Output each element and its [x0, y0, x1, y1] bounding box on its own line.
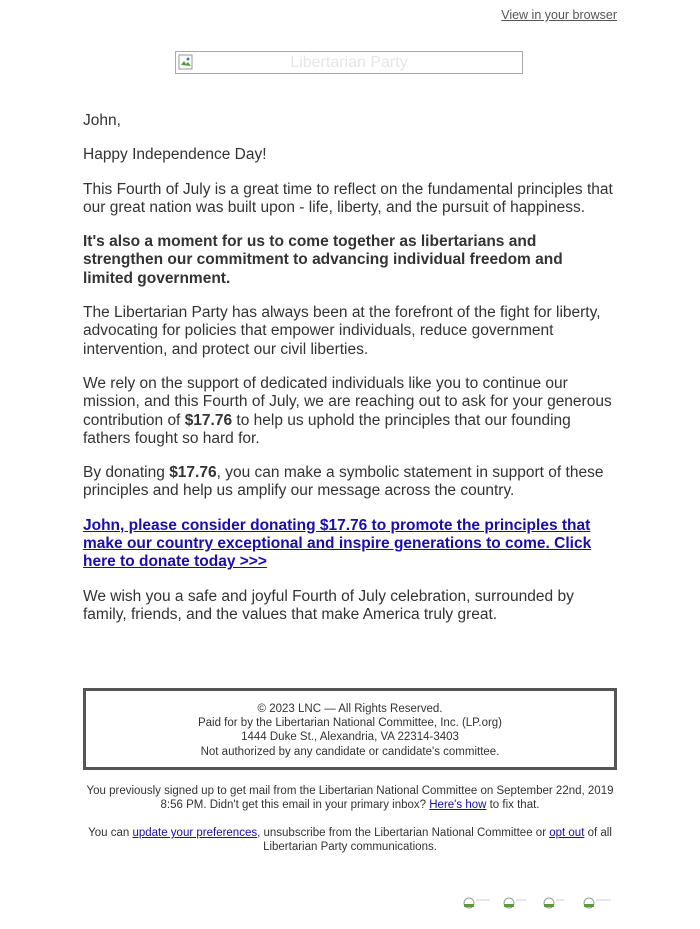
pref-before: You can [88, 827, 133, 839]
p4-after: to help us uphold the principles that our founding fathers fought so hard for. [83, 411, 571, 447]
pref-after: of all Libertarian Party communications. [263, 827, 612, 854]
paragraph-4 [83, 375, 613, 448]
paragraph-3: The Libertarian Party has always been at the forefront of the fight for liberty, advocating for policies that empower individuals, reduce government intervention, and protect our civil liberties. [83, 304, 601, 358]
preferences-notice [83, 826, 617, 854]
paid-for: Paid for by the Libertarian National Committee, Inc. (LP.org) [197, 717, 503, 730]
cta-paragraph [83, 517, 613, 572]
social-icon-4[interactable] [582, 893, 612, 911]
opt-out-link[interactable]: opt out [549, 827, 585, 839]
signup-text: You previously signed up to get mail from the Libertarian National Committee on September 22nd, 2019 8:56 PM. Didn't get this email in your primary inbox? [86, 785, 614, 812]
social-icon-3[interactable] [542, 893, 572, 911]
social-icons [462, 893, 612, 911]
logo-image[interactable] [175, 51, 523, 74]
pref-middle: , unsubscribe from the Libertarian National Committee or [257, 827, 550, 839]
greeting: John, [83, 112, 121, 129]
donate-cta-link[interactable]: John, please consider donating $17.76 to promote the principles that make our country exceptional and inspire generations to come. Click here to donate today >>> [83, 516, 592, 571]
paragraph-2-bold: It's also a moment for us to come together as libertarians and strengthen our commitment to advancing individual freedom and limited government. [83, 233, 563, 287]
signup-notice [83, 784, 617, 812]
holiday-line: Happy Independence Day! [83, 146, 267, 164]
footer-box [83, 688, 617, 770]
top-bar [501, 8, 617, 22]
view-in-browser-link[interactable]: View in your browser [501, 8, 617, 22]
closing-paragraph: We wish you a safe and joyful Fourth of July celebration, surrounded by family, friends, and the values that make America truly great. [83, 587, 574, 623]
social-icon-1[interactable] [462, 893, 492, 911]
copyright: © 2023 LNC — All Rights Reserved. [257, 703, 443, 715]
paragraph-1: This Fourth of July is a great time to reflect on the fundamental principles that our great nation was built upon - life, liberty, and the pursuit of happiness. [83, 180, 613, 216]
p4-amount: $17.76 [184, 411, 233, 429]
disclaimer: Not authorized by any candidate or candidate's committee. [200, 745, 500, 758]
heres-how-link[interactable]: Here's how [429, 799, 487, 812]
p4-before: We rely on the support of dedicated individuals like you to continue our mission, and this Fourth of July, we are reaching out to ask for your generous contribution of [83, 374, 612, 429]
update-preferences-link[interactable]: update your preferences [132, 827, 258, 839]
social-icon-2[interactable] [502, 893, 532, 911]
signup-after: to fix that. [486, 799, 540, 812]
logo-alt-text: Libertarian Party [290, 54, 408, 71]
p5-before: By donating [83, 464, 170, 482]
paragraph-5 [83, 464, 613, 501]
p5-after: , you can make a symbolic statement in support of these principles and help us amplify our message across the country. [83, 464, 604, 500]
email-content [83, 112, 613, 640]
p5-amount: $17.76 [169, 464, 217, 482]
address: 1444 Duke St., Alexandria, VA 22314-3403 [241, 731, 459, 744]
